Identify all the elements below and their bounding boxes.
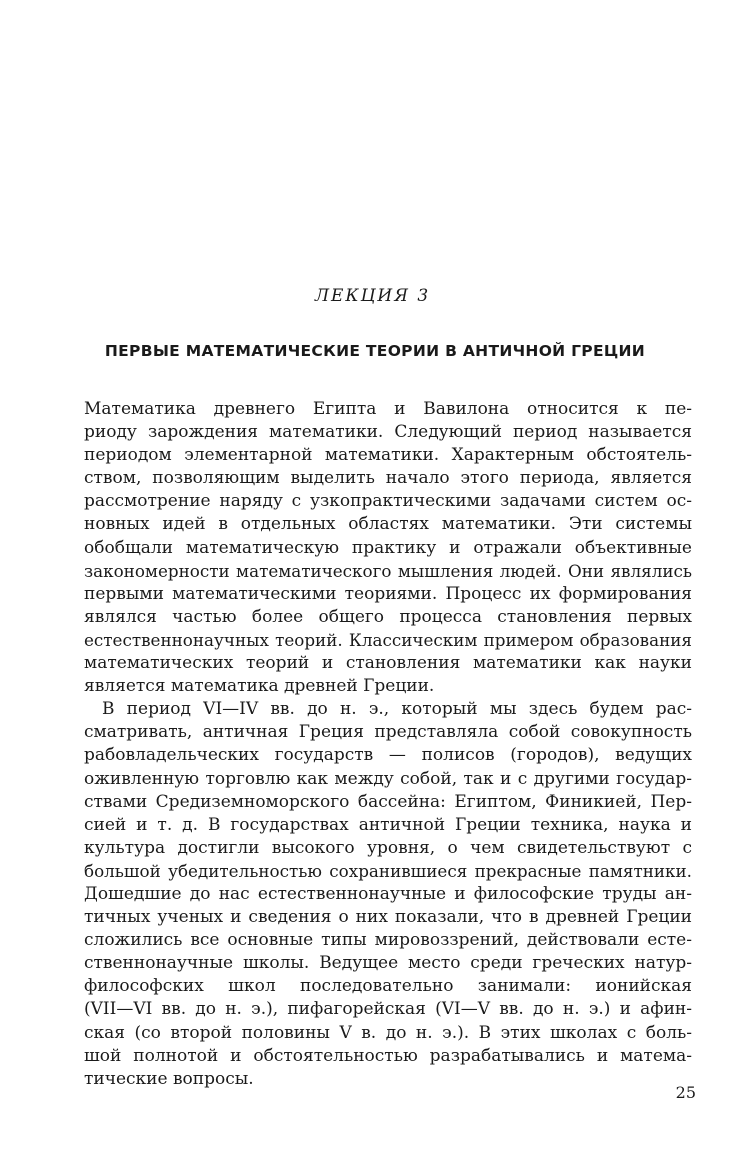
text-line: является математика древней Греции. [84, 676, 435, 697]
text-line: шой полнотой и обстоятельностью разрабатывались и матема- [84, 1045, 692, 1066]
text-line: тичных ученых и сведения о них показали, что в древней Греции [84, 907, 692, 928]
text-line: первыми математическими теориями. Процесс их формирования [84, 583, 692, 604]
paragraph-2 [84, 698, 692, 1091]
text-line: сложились все основные типы мировоззрений, действовали есте- [84, 930, 692, 951]
text-line: сматривать, античная Греция представляла собой совокупность [84, 722, 692, 743]
text-line: ственнонаучные школы. Ведущее место среди греческих натур- [84, 953, 692, 974]
text-line: оживленную торговлю как между собой, так и с другими государ- [84, 768, 692, 789]
chapter-title: ПЕРВЫЕ МАТЕМАТИЧЕСКИЕ ТЕОРИИ В АНТИЧНОЙ ГРЕЦИИ [104, 342, 646, 360]
text-line: закономерности математического мышления людей. Они являлись [84, 560, 692, 581]
text-line: сией и т. д. В государствах античной Греции техника, наука и [84, 814, 692, 835]
text-line: являлся частью более общего процесса становления первых [84, 606, 692, 627]
text-line: (VII—VI вв. до н. э.), пифагорейская (VI—V вв. до н. э.) и афин- [84, 999, 692, 1020]
text-line: Математика древнего Египта и Вавилона относится к пе- [84, 399, 692, 419]
text-line: рассмотрение наряду с узкопрактическими задачами систем ос- [84, 491, 692, 512]
text-line: ствами Средиземноморского бассейна: Египтом, Финикией, Пер- [84, 791, 692, 812]
text-line: тические вопросы. [84, 1068, 254, 1089]
text-line: естественнонаучных теорий. Классическим примером образования [84, 629, 692, 650]
text-line: ская (со второй половины V в. до н. э.). В этих школах с боль- [84, 1022, 692, 1043]
text-line: периодом элементарной математики. Характерным обстоятель- [84, 445, 692, 466]
text-line: В период VI—IV вв. до н. э., который мы здесь будем рас- [102, 699, 692, 720]
lecture-label: ЛЕКЦИЯ 3 [314, 286, 431, 306]
text-line: Дошедшие до нас естественнонаучные и философские труды ан- [84, 883, 692, 904]
paragraph-1 [84, 398, 692, 698]
text-line: математических теорий и становления математики как науки [84, 653, 692, 674]
page-number: 25 [675, 1083, 696, 1102]
text-line: ством, позволяющим выделить начало этого периода, является [84, 468, 692, 489]
text-line: рабовладельческих государств — полисов (городов), ведущих [84, 745, 692, 766]
text-line: философских школ последовательно занимали: ионийская [84, 976, 692, 997]
text-line: большой убедительностью сохранившиеся прекрасные памятники. [84, 860, 692, 881]
text-line: обобщали математическую практику и отражали объективные [84, 537, 692, 558]
text-line: риоду зарождения математики. Следующий период называется [84, 422, 692, 443]
text-line: новных идей в отдельных областях математики. Эти системы [84, 514, 692, 535]
body-text [84, 398, 692, 1091]
text-line: культура достигли высокого уровня, о чем свидетельствуют с [84, 837, 692, 858]
